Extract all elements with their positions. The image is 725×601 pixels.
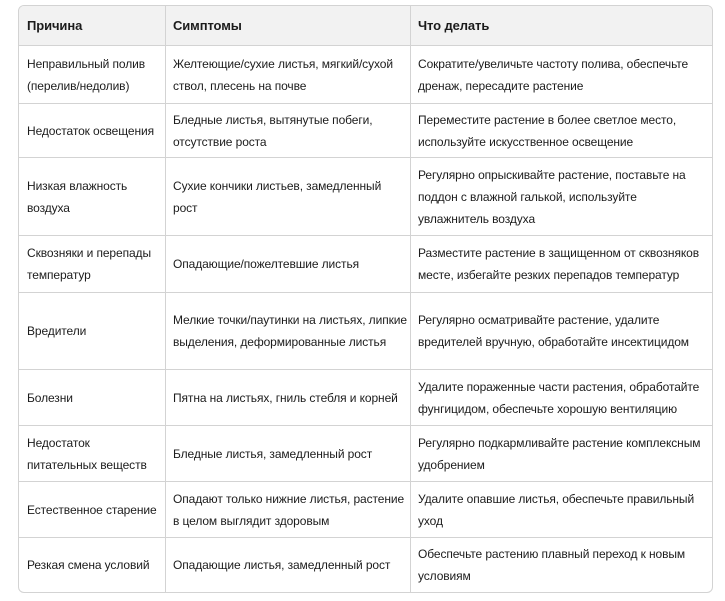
action-cell: Сократите/увеличьте частоту полива, обеспечьте дренаж, пересадите растение bbox=[418, 56, 689, 93]
symptoms-cell: Пятна на листьях, гниль стебля и корней bbox=[166, 370, 411, 425]
symptoms-cell: Желтеющие/сухие листья, мягкий/сухой ствол, плесень на почве bbox=[166, 46, 411, 103]
action-cell: Разместите растение в защищенном от сквозняков месте, избегайте резких перепадов температур bbox=[418, 246, 699, 282]
table-row bbox=[19, 370, 712, 426]
cause-cell: Болезни bbox=[19, 370, 166, 425]
action-cell: Переместите растение в более светлое место, используйте искусственное освещение bbox=[418, 112, 677, 149]
cause-cell: Неправильный полив (перелив/недолив) bbox=[19, 46, 166, 103]
table-row bbox=[19, 46, 712, 104]
table-row bbox=[19, 538, 712, 592]
cause-cell: Сквозняки и перепады температур bbox=[19, 236, 166, 292]
plant-problems-table bbox=[18, 5, 713, 593]
symptoms-cell: Сухие кончики листьев, замедленный рост bbox=[166, 158, 411, 235]
cause-cell: Недостаток питательных веществ bbox=[19, 426, 166, 481]
action-cell: Удалите опавшие листья, обеспечьте правильный уход bbox=[418, 491, 695, 528]
action-cell: Обеспечьте растению плавный переход к новым условиям bbox=[418, 547, 686, 583]
symptoms-cell: Бледные листья, вытянутые побеги, отсутствие роста bbox=[166, 104, 411, 157]
header-symptoms: Симптомы bbox=[166, 6, 411, 45]
symptoms-cell: Опадающие листья, замедленный рост bbox=[166, 538, 411, 592]
action-cell: Регулярно осматривайте растение, удалите вредителей вручную, обработайте инсектицидом bbox=[418, 313, 689, 349]
symptoms-cell: Мелкие точки/паутинки на листьях, липкие выделения, деформированные листья bbox=[166, 293, 411, 369]
symptoms-cell: Опадают только нижние листья, растение в целом выглядит здоровым bbox=[166, 482, 411, 537]
cause-cell: Низкая влажность воздуха bbox=[19, 158, 166, 235]
symptoms-cell: Опадающие/пожелтевшие листья bbox=[166, 236, 411, 292]
symptoms-cell: Бледные листья, замедленный рост bbox=[166, 426, 411, 481]
table-row bbox=[19, 104, 712, 158]
cause-cell: Вредители bbox=[19, 293, 166, 369]
table-row bbox=[19, 236, 712, 293]
action-cell: Регулярно подкармливайте растение комплексным удобрением bbox=[418, 435, 701, 472]
cause-cell: Резкая смена условий bbox=[19, 538, 166, 592]
table-row bbox=[19, 293, 712, 370]
header-cause: Причина bbox=[19, 6, 166, 45]
table-header-row bbox=[19, 6, 712, 46]
table-row bbox=[19, 426, 712, 482]
table-row bbox=[19, 158, 712, 236]
cause-cell: Недостаток освещения bbox=[19, 104, 166, 157]
header-action: Что делать bbox=[418, 17, 490, 33]
table-row bbox=[19, 482, 712, 538]
action-cell: Регулярно опрыскивайте растение, поставьте на поддон с влажной галькой, используйте увлажнитель воздуха bbox=[418, 167, 686, 226]
action-cell: Удалите пораженные части растения, обработайте фунгицидом, обеспечьте хорошую вентиляцию bbox=[418, 379, 700, 416]
cause-cell: Естественное старение bbox=[19, 482, 166, 537]
